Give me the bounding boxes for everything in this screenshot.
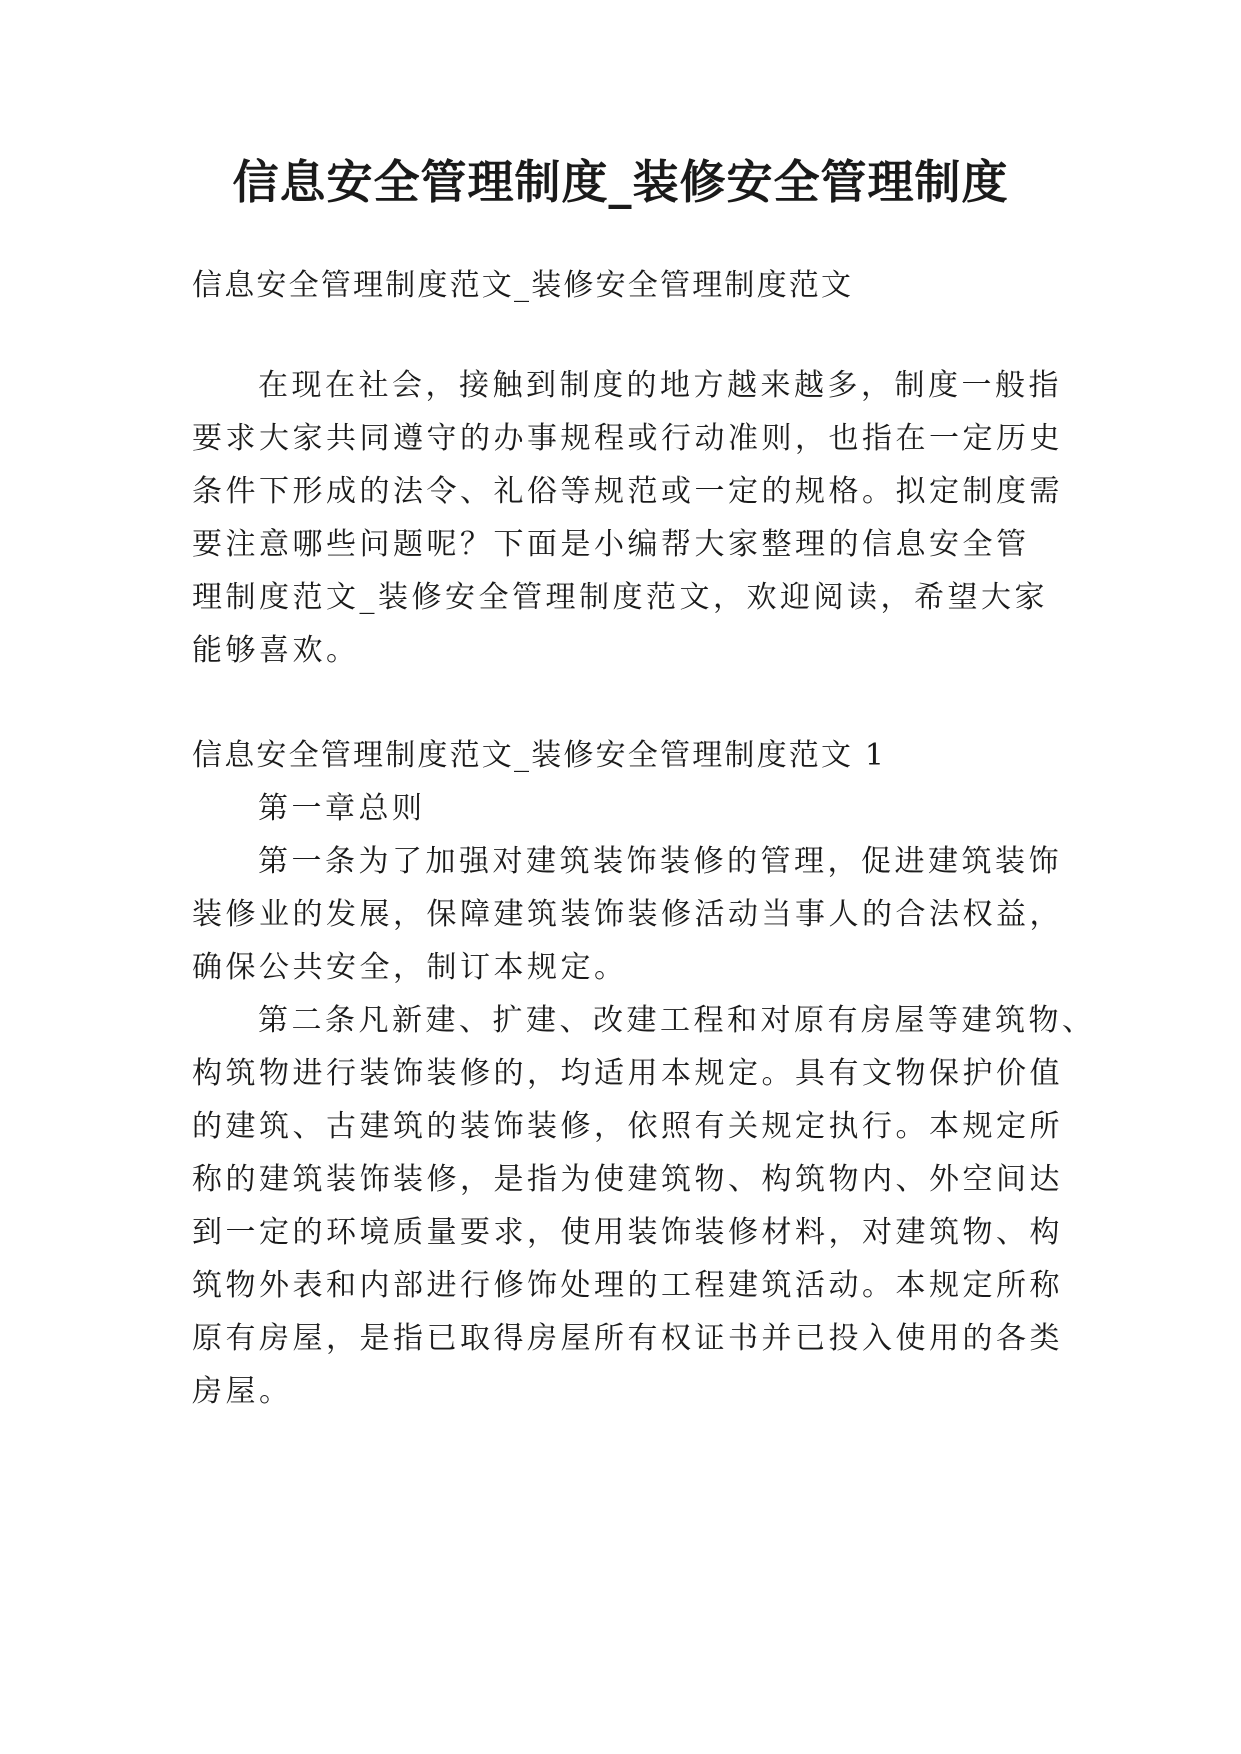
- intro-line: 能够喜欢。: [192, 633, 360, 668]
- intro-line: 在现在社会，接触到制度的地方越来越多，制度一般指: [258, 368, 1062, 403]
- article-line: 筑物外表和内部进行修饰处理的工程建筑活动。本规定所称: [192, 1268, 1063, 1303]
- intro-line: 要求大家共同遵守的办事规程或行动准则，也指在一定历史: [192, 421, 1063, 456]
- article-line: 原有房屋，是指已取得房屋所有权证书并已投入使用的各类: [192, 1321, 1063, 1356]
- article-line: 的建筑、古建筑的装饰装修，依照有关规定执行。本规定所: [192, 1109, 1063, 1144]
- article-line: 到一定的环境质量要求，使用装饰装修材料，对建筑物、构: [192, 1215, 1063, 1250]
- intro-line: 理制度范文_装修安全管理制度范文，欢迎阅读，希望大家: [192, 580, 1048, 615]
- article-line: 确保公共安全，制订本规定。: [192, 950, 628, 985]
- chapter-heading: 第一章总则: [258, 791, 426, 826]
- article-line: 第一条为了加强对建筑装饰装修的管理，促进建筑装饰: [258, 844, 1062, 879]
- intro-line: 条件下形成的法令、礼俗等规范或一定的规格。拟定制度需: [192, 474, 1063, 509]
- document-title: 信息安全管理制度_装修安全管理制度: [232, 155, 1009, 209]
- article-line: 构筑物进行装饰装修的，均适用本规定。具有文物保护价值: [192, 1056, 1063, 1091]
- intro-line: 要注意哪些问题呢？下面是小编帮大家整理的信息安全管: [192, 527, 1030, 562]
- section-heading: 信息安全管理制度范文_装修安全管理制度范文 1: [192, 738, 887, 773]
- article-line: 称的建筑装饰装修，是指为使建筑物、构筑物内、外空间达: [192, 1162, 1063, 1197]
- article-line: 第二条凡新建、扩建、改建工程和对原有房屋等建筑物、: [258, 1003, 1096, 1038]
- document-subtitle: 信息安全管理制度范文_装修安全管理制度范文: [192, 268, 854, 303]
- article-line: 装修业的发展，保障建筑装饰装修活动当事人的合法权益，: [192, 897, 1063, 932]
- article-line: 房屋。: [192, 1374, 293, 1409]
